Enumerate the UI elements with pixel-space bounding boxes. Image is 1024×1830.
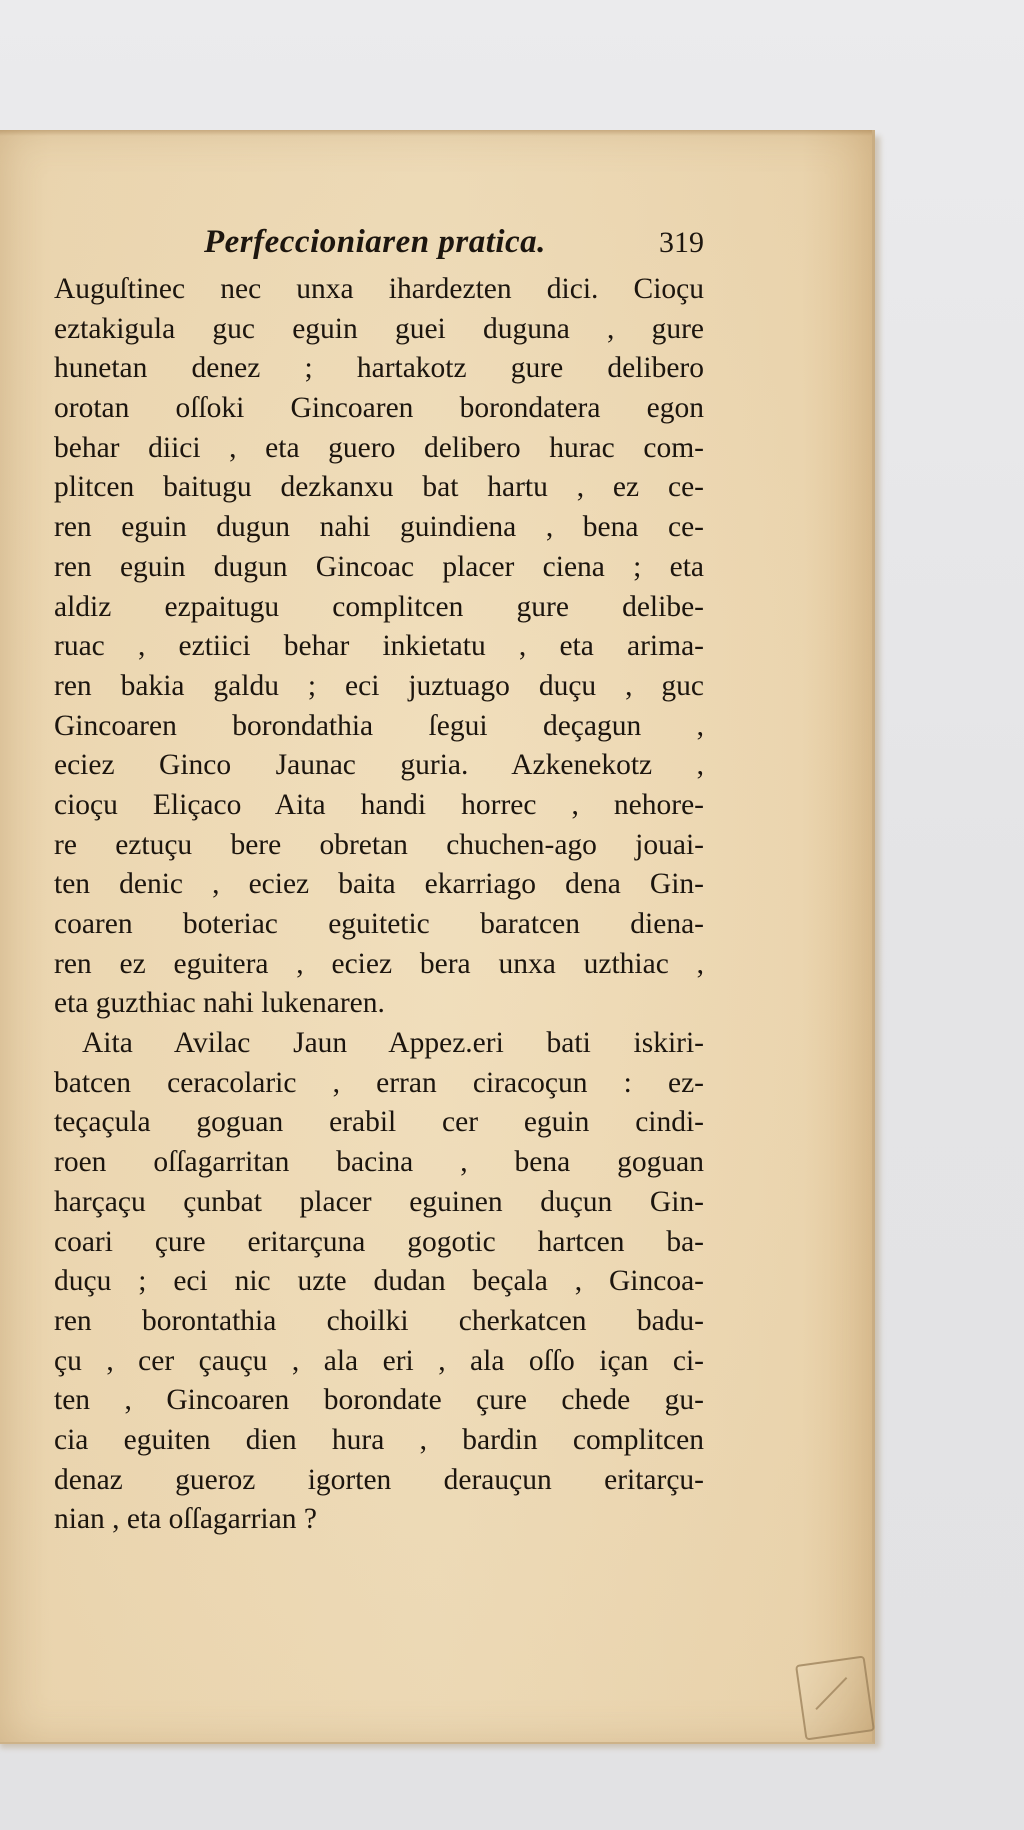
text-line: nian , eta oſſagarrian ? [54,1503,317,1536]
text-line: Auguſtinec nec unxa ihardezten dici. Cioçu [54,273,704,305]
page-number: 319 [659,226,704,259]
text-line: plitcen baitugu dezkanxu bat hartu , ez ce- [54,471,704,504]
body-text [54,270,704,1540]
text-line: ruac , eztiici behar inkietatu , eta arima- [54,630,704,663]
text-line: hunetan denez ; hartakotz gure delibero [54,352,704,385]
text-line: denaz gueroz igorten derauçun eritarçu- [54,1463,704,1496]
running-head: Perfeccioniaren pratica. [204,224,546,260]
text-line: eta guzthiac nahi lukenaren. [54,987,385,1020]
text-line: ren bakia galdu ; eci juztuago duçu , guc [54,669,704,702]
page-top-edge [0,130,872,136]
text-line: roen oſſagarritan bacina , bena goguan [54,1146,704,1179]
text-line: eztakigula guc eguin guei duguna , gure [54,312,704,345]
page-header [54,224,704,274]
book-page [0,130,875,1744]
corner-stamp [795,1655,875,1740]
text-line: duçu ; eci nic uzte dudan beçala , Gincoa- [54,1265,704,1298]
text-line: re eztuçu bere obretan chuchen-ago jouai- [54,828,704,861]
text-line: Aita Avilac Jaun Appez.eri bati iskiri- [82,1027,704,1060]
text-line: cia eguiten dien hura , bardin complitcen [54,1423,704,1456]
text-line: batcen ceracolaric , erran ciracoçun : ez- [54,1066,704,1099]
text-line: çu , cer çauçu , ala eri , ala oſſo içan ci- [54,1344,704,1377]
text-line: ten denic , eciez baita ekarriago dena Gin- [54,868,704,901]
text-line: behar diici , eta guero delibero hurac com- [54,431,704,464]
text-line: eciez Ginco Jaunac guria. Azkenekotz , [54,749,704,782]
text-line: harçaçu çunbat placer eguinen duçun Gin- [54,1185,704,1218]
text-line: ren borontathia choilki cherkatcen badu- [54,1304,704,1337]
text-line: coaren boteriac eguitetic baratcen diena- [54,908,704,940]
text-line: ren eguin dugun nahi guindiena , bena ce- [54,511,704,544]
text-line: ren eguin dugun Gincoac placer ciena ; eta [54,550,704,583]
text-line: aldiz ezpaitugu complitcen gure delibe- [54,590,704,623]
text-line: coari çure eritarçuna gogotic hartcen ba- [54,1225,704,1258]
text-line: ten , Gincoaren borondate çure chede gu- [54,1384,704,1417]
text-line: cioçu Eliçaco Aita handi horrec , nehore- [54,788,704,821]
text-line: orotan oſſoki Gincoaren borondatera egon [54,392,704,425]
text-line: ren ez eguitera , eciez bera unxa uzthiac , [54,947,704,980]
text-line: Gincoaren borondathia ſegui deçagun , [54,709,704,742]
text-line: teçaçula goguan erabil cer eguin cindi- [54,1106,704,1139]
